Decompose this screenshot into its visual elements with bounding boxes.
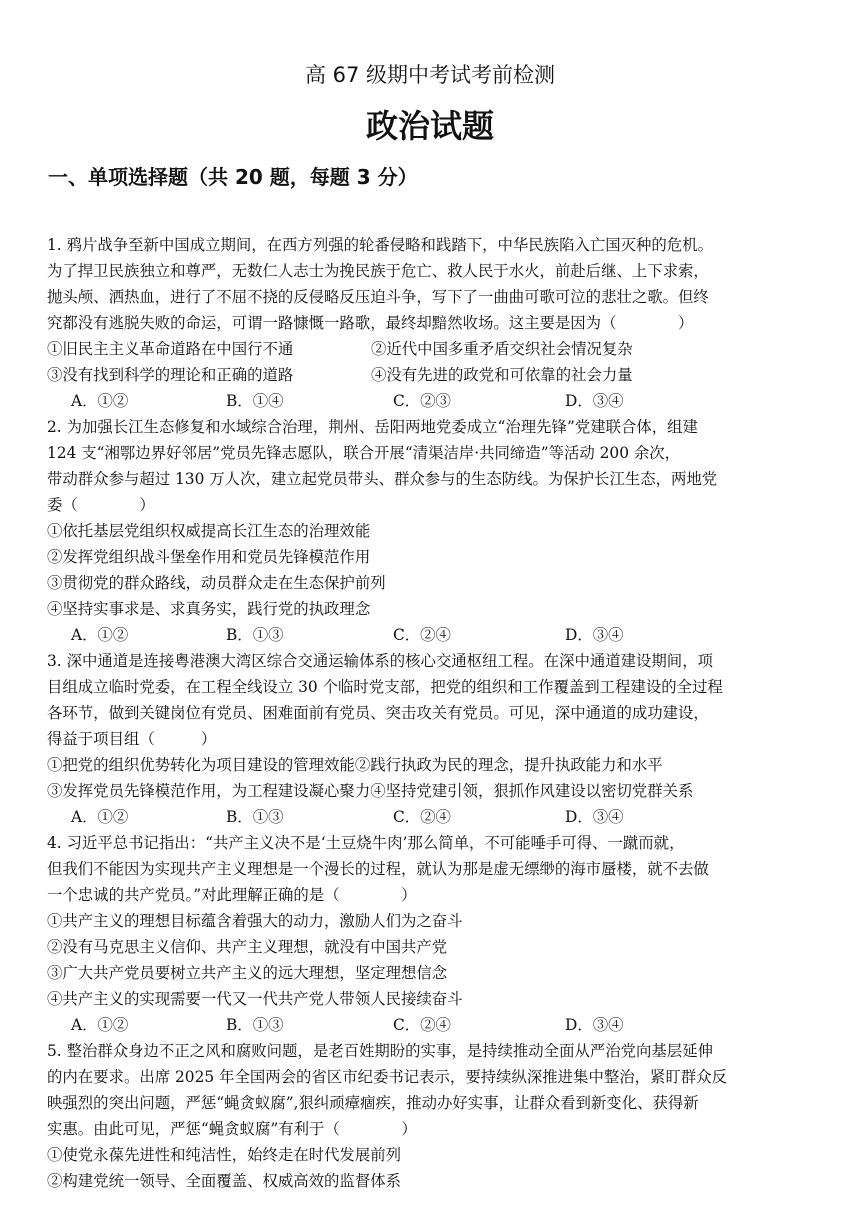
statement: ④没有先进的政党和可依靠的社会力量 bbox=[371, 366, 633, 384]
statement: ③贯彻党的群众路线，动员群众走在生态保护前列 bbox=[47, 574, 386, 592]
question-1 bbox=[47, 232, 817, 414]
option-d[interactable]: D．③④ bbox=[565, 1016, 624, 1034]
question-4-stem-line: 一个忠诚的共产党员。”对此理解正确的是（ ） bbox=[47, 886, 417, 904]
question-1-stem-line: 1. 鸦片战争至新中国成立期间，在西方列强的轮番侵略和践踏下，中华民族陷入亡国灭种的危机。 bbox=[47, 236, 713, 254]
statement: ④共产主义的实现需要一代又一代共产党人带领人民接续奋斗 bbox=[47, 990, 463, 1008]
question-5-stem-line: 映强烈的突出问题，严惩“蝇贪蚁腐”,狠纠顽瘴痼疾，推动办好实事，让群众看到新变化、获得新 bbox=[47, 1094, 699, 1112]
option-a[interactable]: A．①② bbox=[71, 1016, 129, 1034]
option-d[interactable]: D．③④ bbox=[565, 626, 624, 644]
statement: ④坚持实事求是、求真务实，践行党的执政理念 bbox=[47, 600, 371, 618]
question-1-stem-line: 抛头颅、洒热血，进行了不屈不挠的反侵略反压迫斗争，写下了一曲曲可歌可泣的悲壮之歌。但终 bbox=[47, 288, 709, 306]
subject-title: 政治试题 bbox=[365, 107, 494, 145]
question-2-stem-line: 124 支“湘鄂边界好邻居”党员先锋志愿队，联合开展“清渠洁岸·共同缔造”等活动 200 余次， bbox=[47, 444, 681, 462]
question-5-stem-line: 的内在要求。出席 2025 年全国两会的省区市纪委书记表示，要持续纵深推进集中整治，紧盯群众反 bbox=[47, 1068, 727, 1086]
question-3-stem-line: 3. 深中通道是连接粤港澳大湾区综合交通运输体系的核心交通枢纽工程。在深中通道建设期间，项 bbox=[47, 652, 713, 670]
question-4-stem-line: 但我们不能因为实现共产主义理想是一个漫长的过程，就认为那是虚无缥缈的海市蜃楼，就不去做 bbox=[47, 860, 709, 878]
option-a[interactable]: A．①② bbox=[71, 626, 129, 644]
section-heading: 一、单项选择题（共 20 题，每题 3 分） bbox=[48, 165, 418, 189]
option-a[interactable]: A．①② bbox=[71, 808, 129, 826]
statement: ②近代中国多重矛盾交织社会情况复杂 bbox=[371, 340, 633, 358]
statement: ①旧民主主义革命道路在中国行不通 bbox=[47, 340, 294, 358]
question-3 bbox=[47, 648, 817, 830]
option-a[interactable]: A．①② bbox=[71, 392, 129, 410]
statement: ③广大共产党员要树立共产主义的远大理想，坚定理想信念 bbox=[47, 964, 448, 982]
option-b[interactable]: B．①④ bbox=[226, 392, 284, 410]
question-3-stem-line: 目组成立临时党委，在工程全线设立 30 个临时党支部，把党的组织和工作覆盖到工程建设的全过程 bbox=[47, 678, 723, 696]
question-5-stem-line: 5. 整治群众身边不正之风和腐败问题，是老百姓期盼的实事，是持续推动全面从严治党向基层延伸 bbox=[47, 1042, 713, 1060]
question-1-stem-line: 为了捍卫民族独立和尊严，无数仁人志士为挽民族于危亡、救人民于水火，前赴后继、上下求索， bbox=[47, 262, 709, 280]
question-3-options bbox=[47, 804, 817, 830]
option-b[interactable]: B．①③ bbox=[226, 808, 284, 826]
statement: ②发挥党组织战斗堡垒作用和党员先锋模范作用 bbox=[47, 548, 371, 566]
question-1-statements-row bbox=[47, 336, 817, 362]
question-1-stem-line: 究都没有逃脱失败的命运，可谓一路慷慨一路歌，最终却黯然收场。这主要是因为（ ） bbox=[47, 314, 694, 332]
question-3-stem-line: 得益于项目组（ ） bbox=[47, 730, 217, 748]
question-1-statements-row bbox=[47, 362, 817, 388]
question-3-stem-line: 各环节，做到关键岗位有党员、困难面前有党员、突击攻关有党员。可见，深中通道的成功建设， bbox=[47, 704, 709, 722]
statement: ①使党永葆先进性和纯洁性，始终走在时代发展前列 bbox=[47, 1146, 401, 1164]
option-b[interactable]: B．①③ bbox=[226, 626, 284, 644]
question-4 bbox=[47, 830, 817, 1038]
statement: ②没有马克思主义信仰、共产主义理想，就没有中国共产党 bbox=[47, 938, 448, 956]
statement: ①依托基层党组织权威提高长江生态的治理效能 bbox=[47, 522, 371, 540]
option-c[interactable]: C．②④ bbox=[393, 1016, 451, 1034]
question-5-stem-line: 实惠。由此可见，严惩“蝇贪蚁腐”有利于（ ） bbox=[47, 1120, 417, 1138]
statement: ③发挥党员先锋模范作用，为工程建设凝心聚力④坚持党建引领，狠抓作风建设以密切党群关系 bbox=[47, 782, 694, 800]
option-c[interactable]: C．②④ bbox=[393, 808, 451, 826]
exam-title: 高 67 级期中考试考前检测 bbox=[304, 63, 556, 87]
option-d[interactable]: D．③④ bbox=[565, 392, 624, 410]
question-2 bbox=[47, 414, 817, 648]
question-2-stem-line: 2. 为加强长江生态修复和水域综合治理，荆州、岳阳两地党委成立“治理先锋”党建联合体，组建 bbox=[47, 418, 698, 436]
question-2-stem-line: 委（ ） bbox=[47, 496, 155, 514]
question-5 bbox=[47, 1038, 817, 1194]
option-c[interactable]: C．②③ bbox=[393, 392, 451, 410]
question-2-options bbox=[47, 622, 817, 648]
statement: ③没有找到科学的理论和正确的道路 bbox=[47, 366, 294, 384]
question-4-options bbox=[47, 1012, 817, 1038]
question-4-stem-line: 4. 习近平总书记指出：“共产主义决不是‘土豆烧牛肉’那么简单，不可能唾手可得、一蹴而就， bbox=[47, 834, 685, 852]
option-b[interactable]: B．①③ bbox=[226, 1016, 284, 1034]
statement: ①共产主义的理想目标蕴含着强大的动力，激励人们为之奋斗 bbox=[47, 912, 463, 930]
statement: ②构建党统一领导、全面覆盖、权威高效的监督体系 bbox=[47, 1172, 401, 1190]
question-1-options bbox=[47, 388, 817, 414]
statement: ①把党的组织优势转化为项目建设的管理效能②践行执政为民的理念，提升执政能力和水平 bbox=[47, 756, 663, 774]
question-2-stem-line: 带动群众参与超过 130 万人次，建立起党员带头、群众参与的生态防线。为保护长江生态，两地党 bbox=[47, 470, 718, 488]
option-c[interactable]: C．②④ bbox=[393, 626, 451, 644]
option-d[interactable]: D．③④ bbox=[565, 808, 624, 826]
question-list bbox=[47, 232, 817, 1194]
